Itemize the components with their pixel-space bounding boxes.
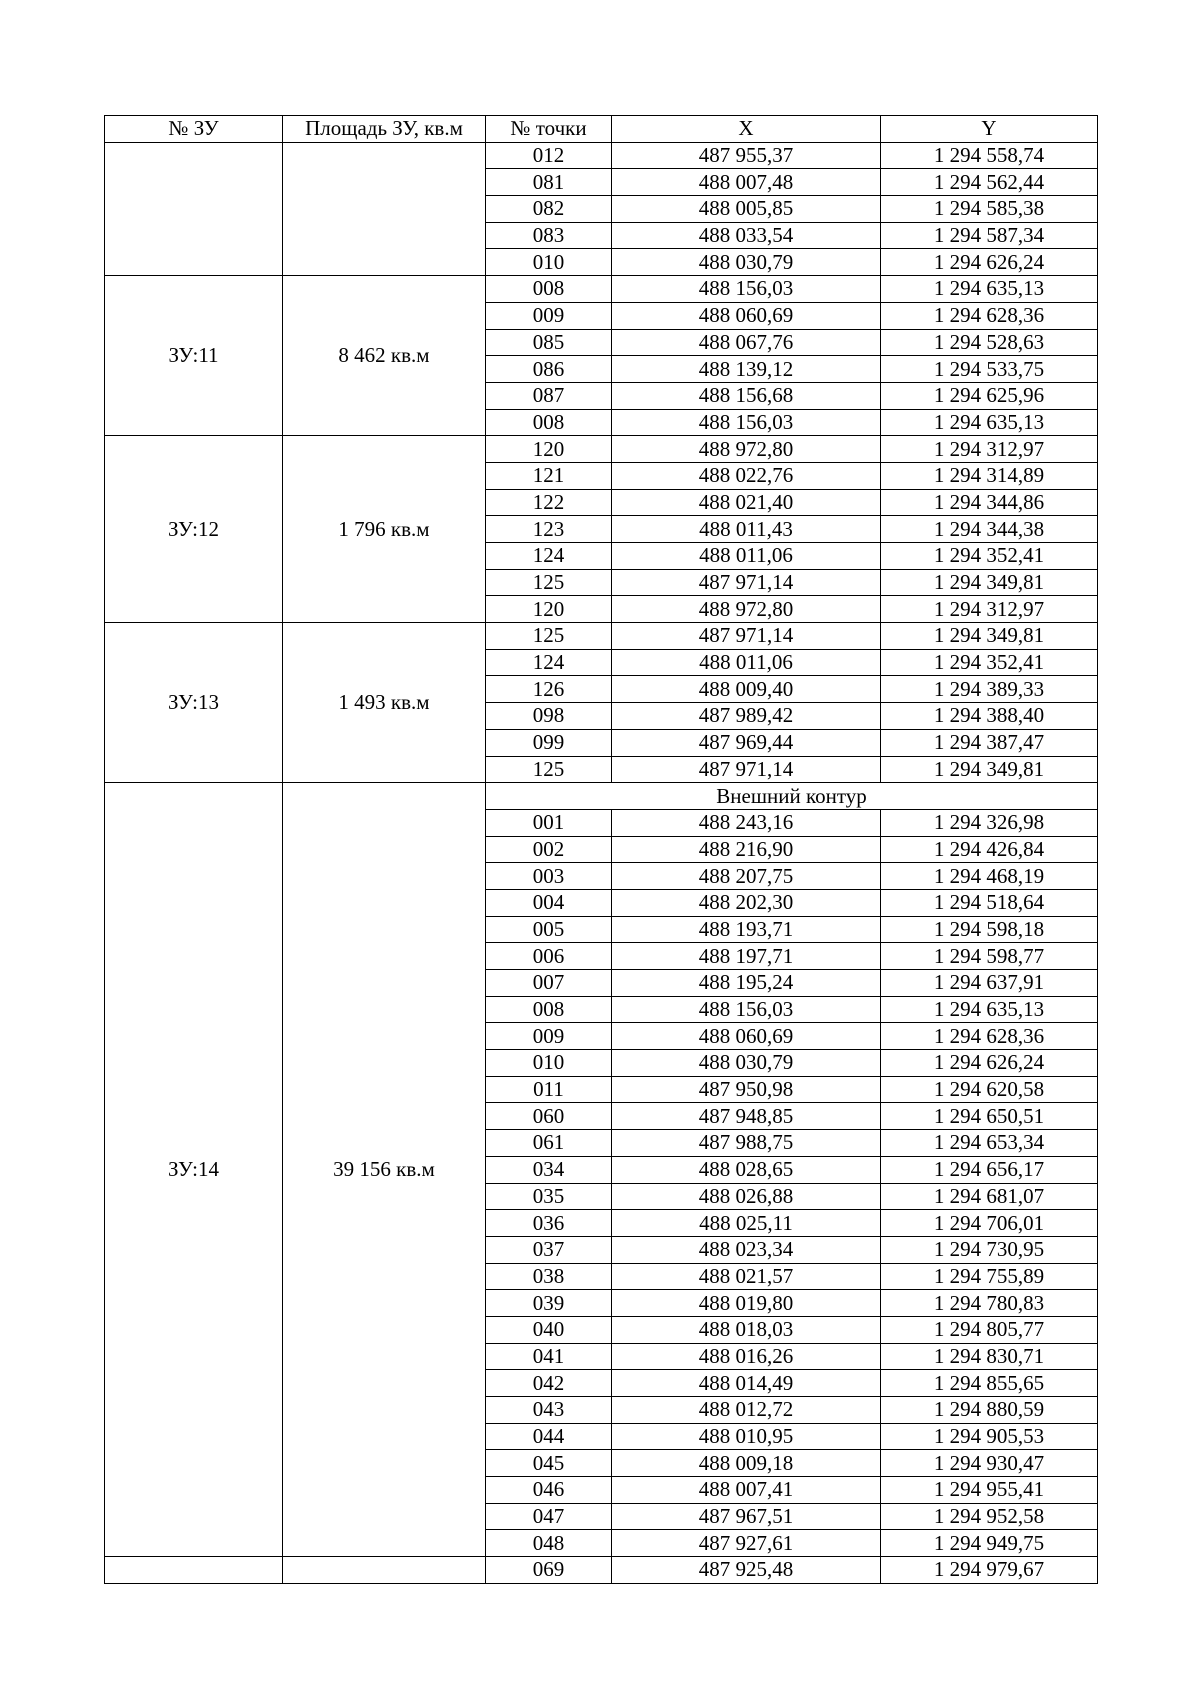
point-number-cell: 045 [486, 1450, 612, 1477]
point-number-cell: 011 [486, 1076, 612, 1103]
y-coordinate-cell: 1 294 780,83 [881, 1290, 1098, 1317]
y-coordinate-cell: 1 294 314,89 [881, 462, 1098, 489]
point-number-cell: 048 [486, 1530, 612, 1557]
x-coordinate-cell: 488 022,76 [612, 462, 881, 489]
point-number-cell: 042 [486, 1370, 612, 1397]
y-coordinate-cell: 1 294 755,89 [881, 1263, 1098, 1290]
point-number-cell: 060 [486, 1103, 612, 1130]
point-number-cell: 009 [486, 1023, 612, 1050]
point-number-cell: 121 [486, 462, 612, 489]
y-coordinate-cell: 1 294 312,97 [881, 596, 1098, 623]
x-coordinate-cell: 488 972,80 [612, 436, 881, 463]
y-coordinate-cell: 1 294 352,41 [881, 649, 1098, 676]
x-coordinate-cell: 487 955,37 [612, 142, 881, 169]
table-row [105, 142, 1098, 169]
point-number-cell: 120 [486, 436, 612, 463]
y-coordinate-cell: 1 294 730,95 [881, 1236, 1098, 1263]
x-coordinate-cell: 488 067,76 [612, 329, 881, 356]
x-coordinate-cell: 488 033,54 [612, 222, 881, 249]
zu-number-cell [105, 142, 283, 275]
x-coordinate-cell: 488 009,40 [612, 676, 881, 703]
x-coordinate-cell: 488 202,30 [612, 889, 881, 916]
y-coordinate-cell: 1 294 681,07 [881, 1183, 1098, 1210]
x-coordinate-cell: 488 060,69 [612, 1023, 881, 1050]
x-coordinate-cell: 488 193,71 [612, 916, 881, 943]
x-coordinate-cell: 488 972,80 [612, 596, 881, 623]
point-number-cell: 001 [486, 809, 612, 836]
point-number-cell: 047 [486, 1503, 612, 1530]
point-number-cell: 008 [486, 409, 612, 436]
y-coordinate-cell: 1 294 558,74 [881, 142, 1098, 169]
point-number-cell: 125 [486, 756, 612, 783]
point-number-cell: 038 [486, 1263, 612, 1290]
x-coordinate-cell: 488 011,06 [612, 543, 881, 570]
point-number-cell: 044 [486, 1423, 612, 1450]
point-number-cell: 040 [486, 1316, 612, 1343]
point-number-cell: 099 [486, 729, 612, 756]
area-cell: 1 796 кв.м [283, 436, 486, 623]
zu-number-cell: ЗУ:13 [105, 623, 283, 783]
point-number-cell: 010 [486, 249, 612, 276]
x-coordinate-cell: 488 021,57 [612, 1263, 881, 1290]
point-number-cell: 010 [486, 1050, 612, 1077]
y-coordinate-cell: 1 294 389,33 [881, 676, 1098, 703]
point-number-cell: 039 [486, 1290, 612, 1317]
zu-number-cell: ЗУ:14 [105, 783, 283, 1557]
table-header-row [105, 116, 1098, 143]
y-coordinate-cell: 1 294 349,81 [881, 569, 1098, 596]
x-coordinate-cell: 488 028,65 [612, 1156, 881, 1183]
point-number-cell: 082 [486, 196, 612, 223]
x-coordinate-cell: 488 156,03 [612, 276, 881, 303]
y-coordinate-cell: 1 294 626,24 [881, 249, 1098, 276]
point-number-cell: 035 [486, 1183, 612, 1210]
y-coordinate-cell: 1 294 388,40 [881, 703, 1098, 730]
y-coordinate-cell: 1 294 905,53 [881, 1423, 1098, 1450]
point-number-cell: 120 [486, 596, 612, 623]
y-coordinate-cell: 1 294 587,34 [881, 222, 1098, 249]
area-cell: 1 493 кв.м [283, 623, 486, 783]
point-number-cell: 124 [486, 649, 612, 676]
y-coordinate-cell: 1 294 598,77 [881, 943, 1098, 970]
header-point-number: № точки [486, 116, 612, 143]
y-coordinate-cell: 1 294 387,47 [881, 729, 1098, 756]
point-number-cell: 046 [486, 1477, 612, 1504]
point-number-cell: 125 [486, 623, 612, 650]
point-number-cell: 034 [486, 1156, 612, 1183]
coordinates-table [104, 115, 1098, 1584]
x-coordinate-cell: 487 971,14 [612, 756, 881, 783]
x-coordinate-cell: 488 005,85 [612, 196, 881, 223]
x-coordinate-cell: 487 967,51 [612, 1503, 881, 1530]
point-number-cell: 009 [486, 302, 612, 329]
point-number-cell: 008 [486, 276, 612, 303]
point-number-cell: 086 [486, 356, 612, 383]
x-coordinate-cell: 488 016,26 [612, 1343, 881, 1370]
x-coordinate-cell: 487 925,48 [612, 1557, 881, 1584]
x-coordinate-cell: 488 207,75 [612, 863, 881, 890]
y-coordinate-cell: 1 294 706,01 [881, 1210, 1098, 1237]
zu-number-cell [105, 1557, 283, 1584]
y-coordinate-cell: 1 294 626,24 [881, 1050, 1098, 1077]
zu-number-cell: ЗУ:11 [105, 276, 283, 436]
y-coordinate-cell: 1 294 880,59 [881, 1397, 1098, 1424]
point-number-cell: 008 [486, 996, 612, 1023]
x-coordinate-cell: 488 010,95 [612, 1423, 881, 1450]
y-coordinate-cell: 1 294 930,47 [881, 1450, 1098, 1477]
y-coordinate-cell: 1 294 344,38 [881, 516, 1098, 543]
y-coordinate-cell: 1 294 952,58 [881, 1503, 1098, 1530]
point-number-cell: 007 [486, 970, 612, 997]
y-coordinate-cell: 1 294 979,67 [881, 1557, 1098, 1584]
y-coordinate-cell: 1 294 352,41 [881, 543, 1098, 570]
header-x: X [612, 116, 881, 143]
x-coordinate-cell: 488 026,88 [612, 1183, 881, 1210]
y-coordinate-cell: 1 294 637,91 [881, 970, 1098, 997]
x-coordinate-cell: 488 018,03 [612, 1316, 881, 1343]
x-coordinate-cell: 488 197,71 [612, 943, 881, 970]
y-coordinate-cell: 1 294 805,77 [881, 1316, 1098, 1343]
x-coordinate-cell: 488 011,43 [612, 516, 881, 543]
point-number-cell: 004 [486, 889, 612, 916]
table-row [105, 783, 1098, 810]
y-coordinate-cell: 1 294 518,64 [881, 889, 1098, 916]
header-y: Y [881, 116, 1098, 143]
point-number-cell: 036 [486, 1210, 612, 1237]
y-coordinate-cell: 1 294 656,17 [881, 1156, 1098, 1183]
x-coordinate-cell: 488 030,79 [612, 1050, 881, 1077]
point-number-cell: 081 [486, 169, 612, 196]
x-coordinate-cell: 488 007,48 [612, 169, 881, 196]
x-coordinate-cell: 488 023,34 [612, 1236, 881, 1263]
point-number-cell: 122 [486, 489, 612, 516]
x-coordinate-cell: 487 950,98 [612, 1076, 881, 1103]
table-row [105, 436, 1098, 463]
point-number-cell: 087 [486, 382, 612, 409]
contour-subheader: Внешний контур [486, 783, 1098, 810]
y-coordinate-cell: 1 294 628,36 [881, 302, 1098, 329]
x-coordinate-cell: 488 021,40 [612, 489, 881, 516]
y-coordinate-cell: 1 294 955,41 [881, 1477, 1098, 1504]
x-coordinate-cell: 488 014,49 [612, 1370, 881, 1397]
y-coordinate-cell: 1 294 855,65 [881, 1370, 1098, 1397]
zu-number-cell: ЗУ:12 [105, 436, 283, 623]
point-number-cell: 003 [486, 863, 612, 890]
area-cell: 8 462 кв.м [283, 276, 486, 436]
point-number-cell: 043 [486, 1397, 612, 1424]
x-coordinate-cell: 488 243,16 [612, 809, 881, 836]
y-coordinate-cell: 1 294 349,81 [881, 756, 1098, 783]
x-coordinate-cell: 488 009,18 [612, 1450, 881, 1477]
point-number-cell: 125 [486, 569, 612, 596]
area-cell [283, 1557, 486, 1584]
point-number-cell: 061 [486, 1130, 612, 1157]
point-number-cell: 012 [486, 142, 612, 169]
point-number-cell: 085 [486, 329, 612, 356]
x-coordinate-cell: 487 927,61 [612, 1530, 881, 1557]
point-number-cell: 037 [486, 1236, 612, 1263]
point-number-cell: 126 [486, 676, 612, 703]
y-coordinate-cell: 1 294 344,86 [881, 489, 1098, 516]
area-cell: 39 156 кв.м [283, 783, 486, 1557]
y-coordinate-cell: 1 294 326,98 [881, 809, 1098, 836]
x-coordinate-cell: 488 216,90 [612, 836, 881, 863]
point-number-cell: 041 [486, 1343, 612, 1370]
x-coordinate-cell: 488 156,03 [612, 996, 881, 1023]
x-coordinate-cell: 487 988,75 [612, 1130, 881, 1157]
x-coordinate-cell: 488 156,03 [612, 409, 881, 436]
y-coordinate-cell: 1 294 468,19 [881, 863, 1098, 890]
y-coordinate-cell: 1 294 830,71 [881, 1343, 1098, 1370]
x-coordinate-cell: 487 989,42 [612, 703, 881, 730]
table-row [105, 276, 1098, 303]
point-number-cell: 098 [486, 703, 612, 730]
x-coordinate-cell: 488 156,68 [612, 382, 881, 409]
header-zu-number: № ЗУ [105, 116, 283, 143]
point-number-cell: 069 [486, 1557, 612, 1584]
x-coordinate-cell: 487 971,14 [612, 623, 881, 650]
y-coordinate-cell: 1 294 625,96 [881, 382, 1098, 409]
x-coordinate-cell: 488 025,11 [612, 1210, 881, 1237]
x-coordinate-cell: 488 012,72 [612, 1397, 881, 1424]
x-coordinate-cell: 488 195,24 [612, 970, 881, 997]
point-number-cell: 124 [486, 543, 612, 570]
y-coordinate-cell: 1 294 620,58 [881, 1076, 1098, 1103]
y-coordinate-cell: 1 294 653,34 [881, 1130, 1098, 1157]
header-area: Площадь ЗУ, кв.м [283, 116, 486, 143]
y-coordinate-cell: 1 294 349,81 [881, 623, 1098, 650]
x-coordinate-cell: 488 019,80 [612, 1290, 881, 1317]
y-coordinate-cell: 1 294 426,84 [881, 836, 1098, 863]
y-coordinate-cell: 1 294 650,51 [881, 1103, 1098, 1130]
y-coordinate-cell: 1 294 562,44 [881, 169, 1098, 196]
y-coordinate-cell: 1 294 585,38 [881, 196, 1098, 223]
y-coordinate-cell: 1 294 635,13 [881, 276, 1098, 303]
y-coordinate-cell: 1 294 635,13 [881, 996, 1098, 1023]
x-coordinate-cell: 488 139,12 [612, 356, 881, 383]
x-coordinate-cell: 487 948,85 [612, 1103, 881, 1130]
point-number-cell: 002 [486, 836, 612, 863]
table-body [105, 142, 1098, 1583]
x-coordinate-cell: 488 030,79 [612, 249, 881, 276]
table-row [105, 623, 1098, 650]
point-number-cell: 123 [486, 516, 612, 543]
y-coordinate-cell: 1 294 312,97 [881, 436, 1098, 463]
x-coordinate-cell: 487 971,14 [612, 569, 881, 596]
point-number-cell: 083 [486, 222, 612, 249]
point-number-cell: 006 [486, 943, 612, 970]
x-coordinate-cell: 488 011,06 [612, 649, 881, 676]
y-coordinate-cell: 1 294 949,75 [881, 1530, 1098, 1557]
x-coordinate-cell: 488 060,69 [612, 302, 881, 329]
y-coordinate-cell: 1 294 598,18 [881, 916, 1098, 943]
y-coordinate-cell: 1 294 635,13 [881, 409, 1098, 436]
area-cell [283, 142, 486, 275]
table-row [105, 1557, 1098, 1584]
point-number-cell: 005 [486, 916, 612, 943]
x-coordinate-cell: 487 969,44 [612, 729, 881, 756]
x-coordinate-cell: 488 007,41 [612, 1477, 881, 1504]
y-coordinate-cell: 1 294 528,63 [881, 329, 1098, 356]
y-coordinate-cell: 1 294 533,75 [881, 356, 1098, 383]
y-coordinate-cell: 1 294 628,36 [881, 1023, 1098, 1050]
